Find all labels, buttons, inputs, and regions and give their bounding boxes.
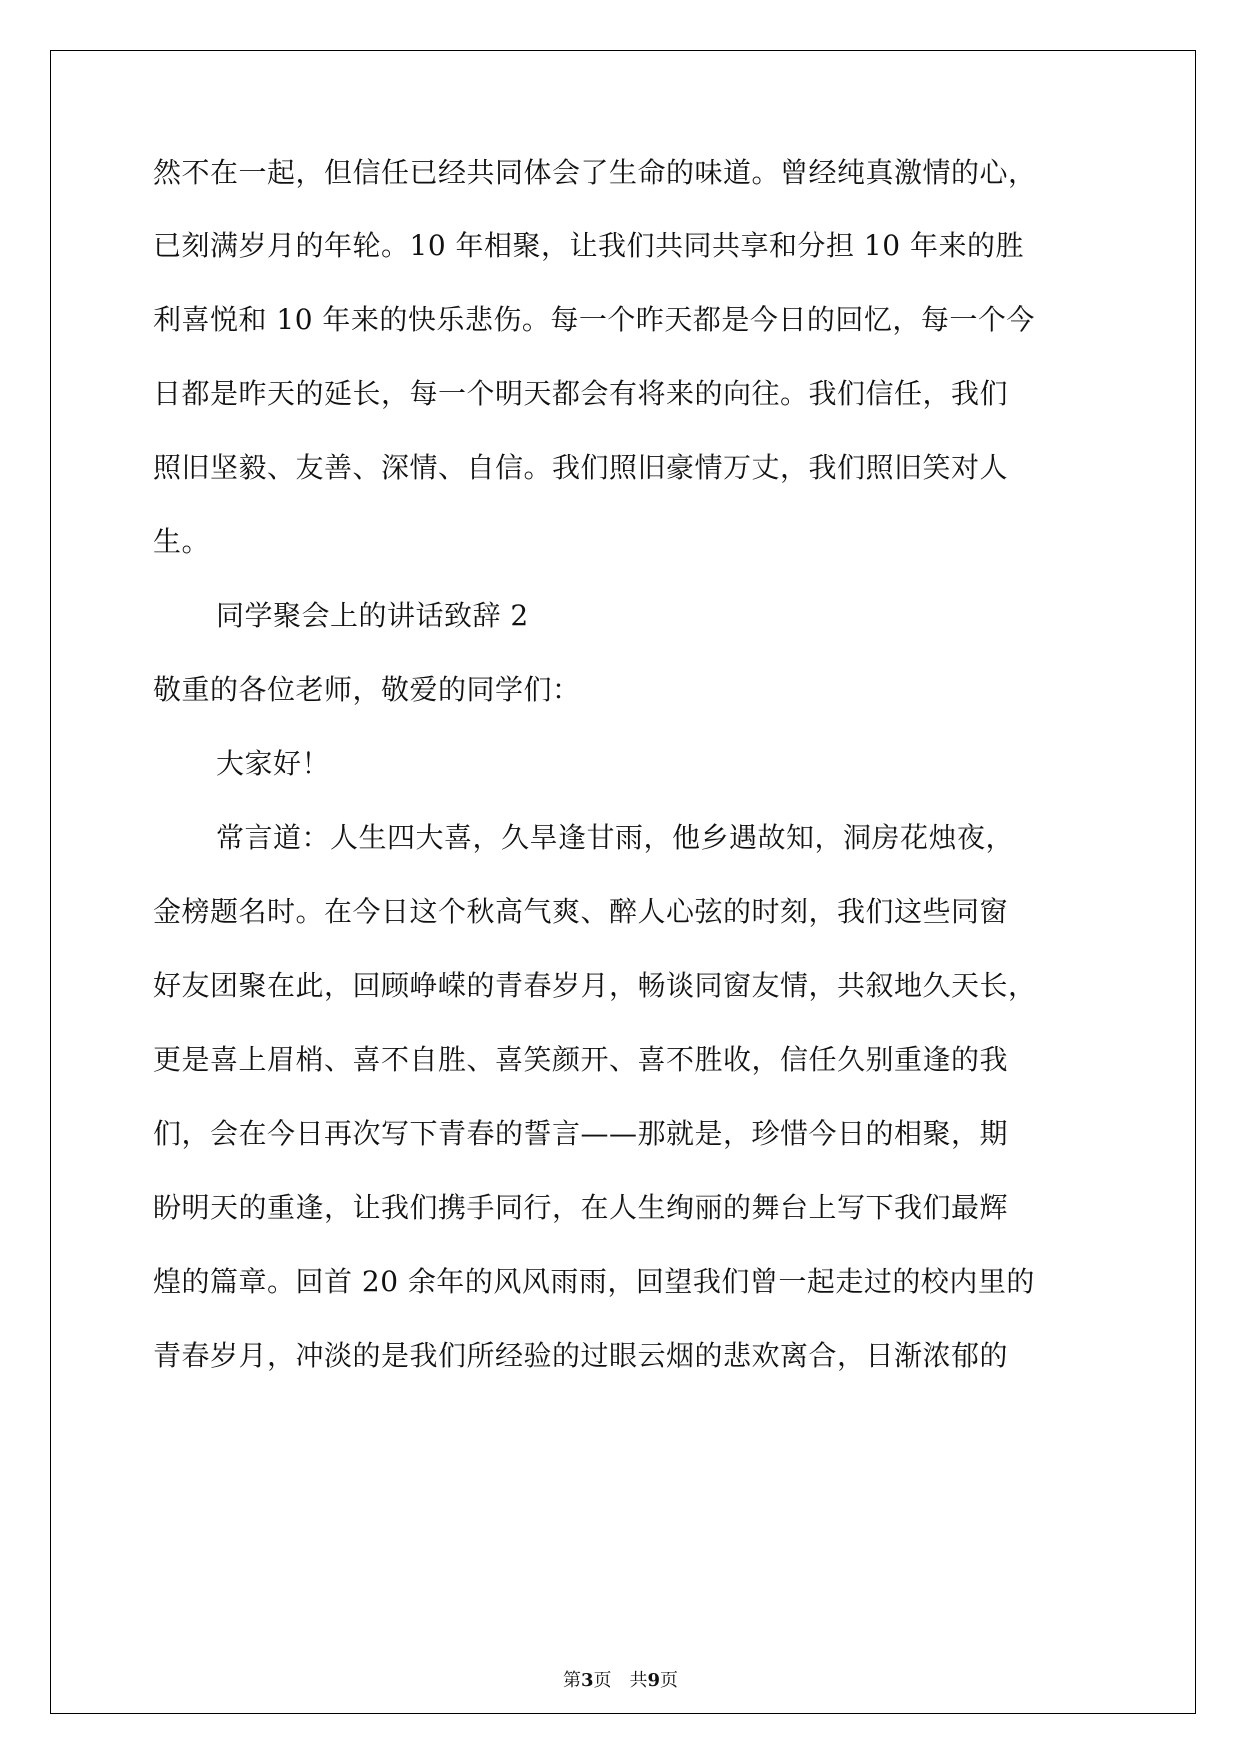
text-line: 青春岁月，冲淡的是我们所经验的过眼云烟的悲欢离合，日渐浓郁的 [153, 1339, 1009, 1372]
text-line: 照旧坚毅、友善、深情、自信。我们照旧豪情万丈，我们照旧笑对人 [153, 451, 1009, 484]
page-prefix: 第 [562, 1670, 581, 1691]
text-line: 们，会在今日再次写下青春的誓言——那就是，珍惜今日的相聚，期 [153, 1117, 1009, 1150]
text-line: 然不在一起，但信任已经共同体会了生命的味道。曾经纯真激情的心， [153, 156, 1037, 189]
salutation: 敬重的各位老师，敬爱的同学们： [153, 673, 581, 706]
text-line: 生。 [153, 525, 211, 558]
page-current: 3 [580, 1670, 594, 1691]
text-line: 金榜题名时。在今日这个秋高气爽、醉人心弦的时刻，我们这些同窗 [153, 895, 1009, 928]
page-mid: 页 共 [593, 1670, 648, 1691]
page-footer [0, 1666, 1241, 1692]
section-heading: 同学聚会上的讲话致辞 2 [216, 599, 529, 632]
text-line: 盼明天的重逢，让我们携手同行，在人生绚丽的舞台上写下我们最辉 [153, 1191, 1009, 1224]
text-line: 更是喜上眉梢、喜不自胜、喜笑颜开、喜不胜收，信任久别重逢的我 [153, 1043, 1009, 1076]
greeting: 大家好！ [216, 747, 331, 780]
text-line: 常言道：人生四大喜，久旱逢甘雨，他乡遇故知，洞房花烛夜， [216, 821, 1015, 854]
text-line: 煌的篇章。回首 20 余年的风风雨雨，回望我们曾一起走过的校内里的 [153, 1265, 1035, 1298]
page-suffix: 页 [660, 1670, 679, 1691]
text-line: 利喜悦和 10 年来的快乐悲伤。每一个昨天都是今日的回忆，每一个今 [153, 303, 1035, 336]
text-line: 好友团聚在此，回顾峥嵘的青春岁月，畅谈同窗友情，共叙地久天长， [153, 969, 1037, 1002]
page-total: 9 [647, 1670, 661, 1691]
text-line: 日都是昨天的延长，每一个明天都会有将来的向往。我们信任，我们 [153, 377, 1009, 410]
text-line: 已刻满岁月的年轮。10 年相聚，让我们共同共享和分担 10 年来的胜 [153, 229, 1024, 262]
